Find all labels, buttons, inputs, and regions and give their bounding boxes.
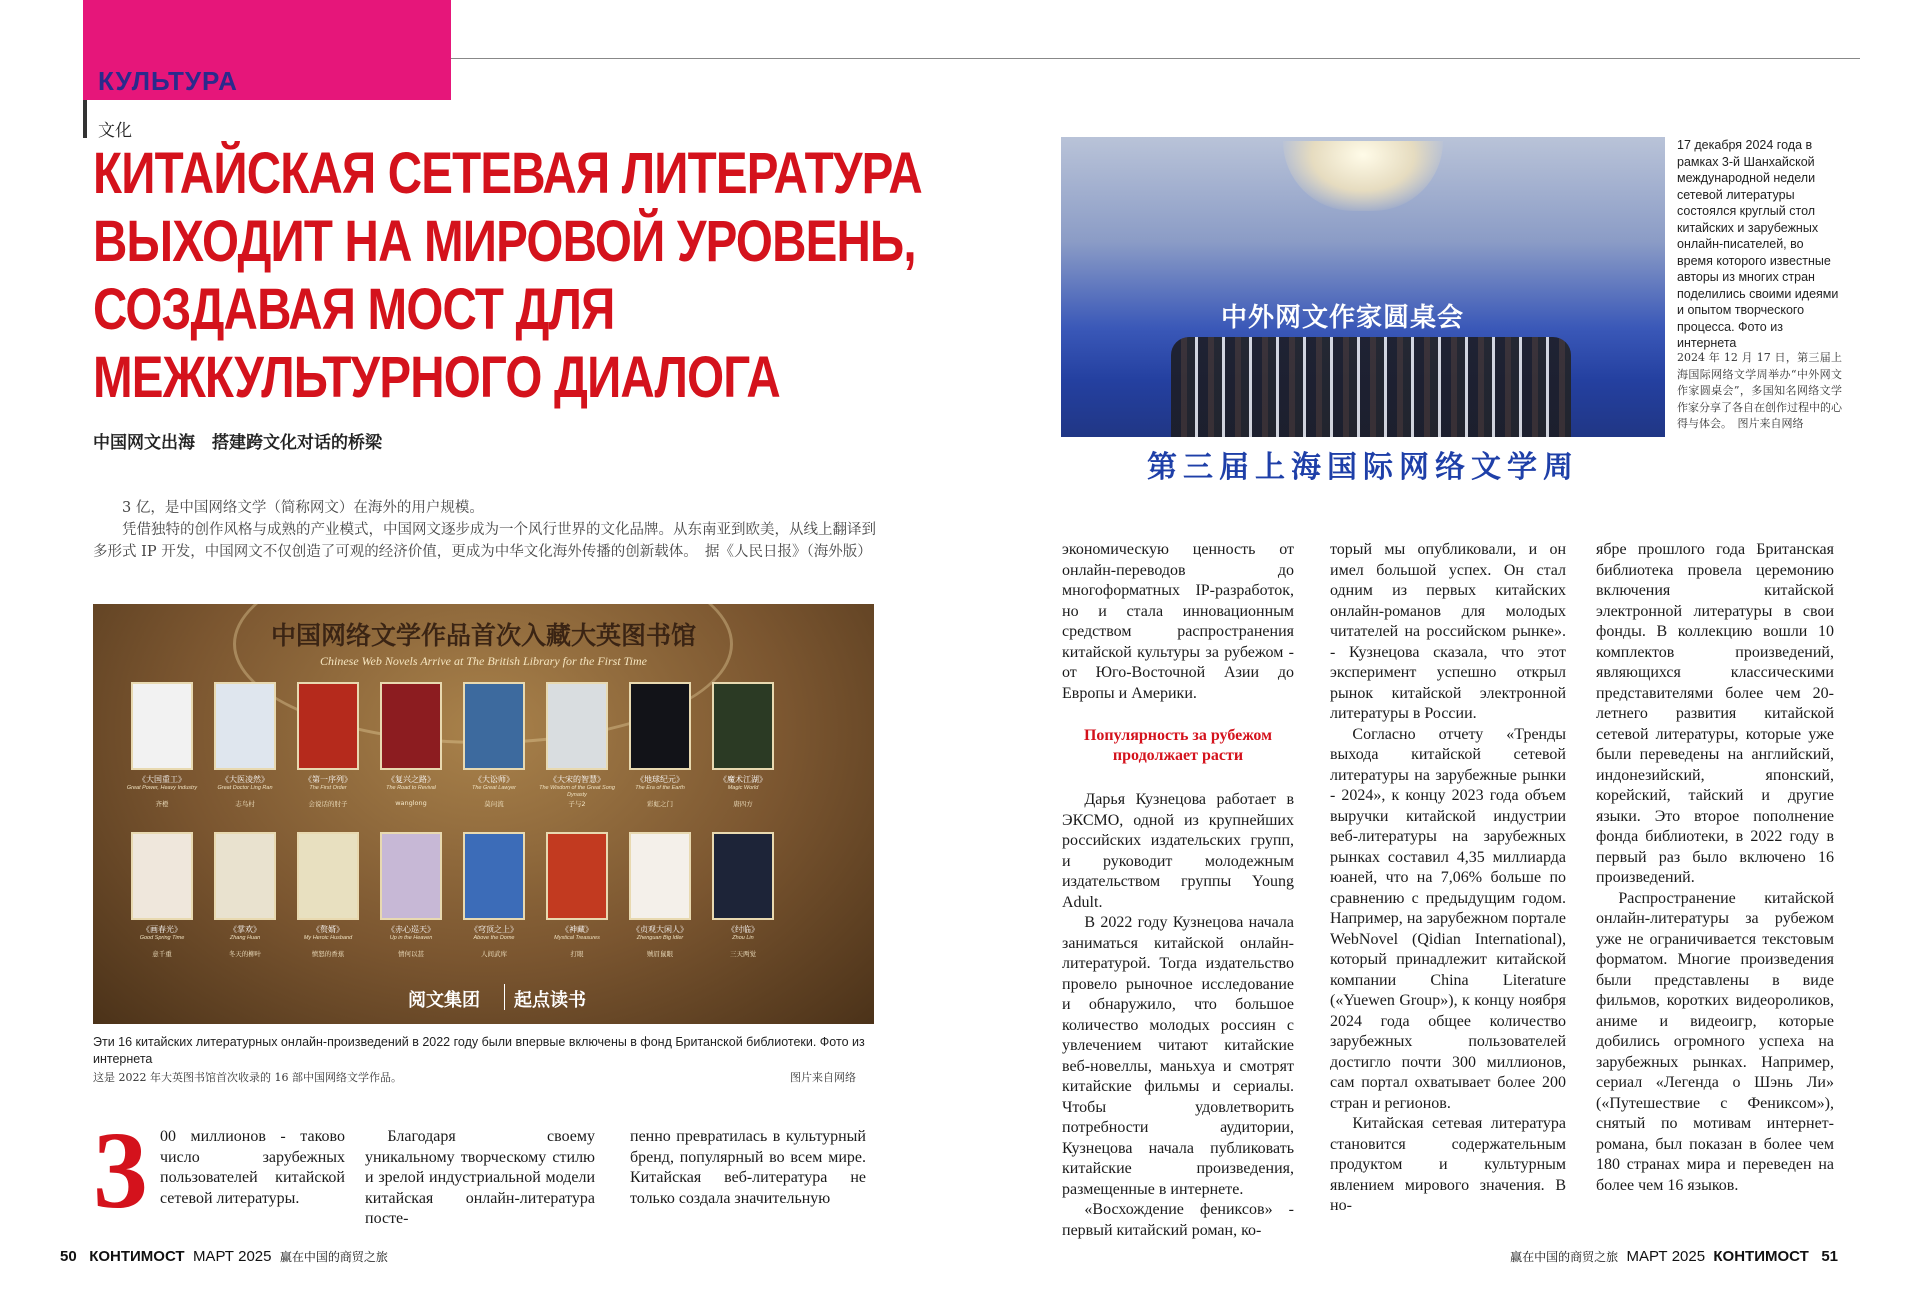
book-author: 志鸟村 xyxy=(235,800,255,808)
book-title-cn: 《神藏》 xyxy=(561,925,593,934)
book-title-en: The Road to Revival xyxy=(386,785,436,791)
book-cover xyxy=(131,682,193,770)
yuewen-logo: 阅文集团 xyxy=(408,990,480,1011)
book-author: 冬天的柳叶 xyxy=(228,950,262,958)
book-item xyxy=(546,832,608,958)
chandelier-shape xyxy=(1283,141,1443,211)
body-column-2 xyxy=(365,1127,595,1230)
book-cover xyxy=(629,832,691,920)
book-cover xyxy=(214,682,276,770)
book-cover xyxy=(546,832,608,920)
book-author: 齐橙 xyxy=(155,800,169,808)
book-author: 愤怒的香蕉 xyxy=(311,950,345,958)
page-number: 50 xyxy=(60,1248,77,1265)
group-of-writers-shape xyxy=(1171,337,1571,447)
book-title-cn: 《赘婿》 xyxy=(312,925,344,934)
book-title-cn: 《大医凌然》 xyxy=(221,775,269,784)
book-title-en: Zhenguan Big Idler xyxy=(636,935,684,941)
paragraph: торый мы опубликовали, и он имел большой успех. Он стал одним из первых китайских онлайн-романов для молодых читателей на российском рынке». - Кузнецова сказала, что этот эксперимент успешно открыл рынок китайской электронной литературы в России. xyxy=(1330,541,1566,722)
paragraph: 00 миллионов - таково число зарубежных пользователей китайской сетевой литературы. xyxy=(160,1128,345,1207)
book-item xyxy=(712,832,774,958)
book-title-cn: 《掌欢》 xyxy=(229,925,261,934)
poster-caption: Эти 16 китайских литературных онлайн-произведений в 2022 году были впервые включены в фонд Британской библиотеки. Фото из интернета xyxy=(93,1035,865,1066)
title-line: КИТАЙСКАЯ СЕТЕВАЯ ЛИТЕРАТУРА xyxy=(93,141,922,206)
book-item xyxy=(126,682,198,808)
book-cover xyxy=(463,832,525,920)
paragraph: «Восхождение фениксов» - первый китайский роман, ко- xyxy=(1062,1201,1294,1239)
paragraph: пенно превратилась в культурный бренд, популярный во всем мире. Китайская веб-литература не только создала значительную xyxy=(630,1128,866,1207)
title-line: МЕЖКУЛЬТУРНОГО ДИАЛОГА xyxy=(93,345,780,410)
book-item xyxy=(214,682,276,808)
photo-caption-cn: 2024 年 12 月 17 日，第三届上海国际网络文学周举办“中外网文作家圆桌会”，多国知名网络文学作家分享了各自在创作过程中的心得与体会。 图片来自网络 xyxy=(1677,351,1842,430)
paragraph: Распространение китайской онлайн-литературы за рубежом уже не ограничивается текстовым форматом. Многие произведения были представлены в виде фильмов, коротких видеороликов, аниме и видеоигр, которые добились огромного успеха на зарубежных рынках. Например, сериал «Легенда о Шэнь Ли» («Путешествие с Фениксом»), снятый по мотивам интернет-романа, был показан в более чем 180 странах мира и переведен на более чем 16 языков. xyxy=(1596,889,1834,1194)
photo-caption: 17 декабря 2024 года в рамках 3-й Шанхайской международной недели сетевой литературы состоялся круглый стол китайских и зарубежных онлайн-писателей, во время которого известные авторы из многих стран поделились своими идеями и опытом творческого процесса. Фото из интернета xyxy=(1677,138,1839,350)
page-number: 51 xyxy=(1821,1248,1838,1265)
book-title-cn: 《纣临》 xyxy=(727,925,759,934)
book-cover xyxy=(297,832,359,920)
book-cover xyxy=(380,682,442,770)
book-item xyxy=(297,832,359,958)
book-title-cn: 《贞观大闲人》 xyxy=(632,925,688,934)
screen-text: 中外网文作家圆桌会 xyxy=(1221,303,1465,333)
book-author: wanglong xyxy=(395,799,427,807)
book-title-cn: 《大讼师》 xyxy=(474,775,514,784)
book-title-en: Zhou Lin xyxy=(732,935,754,941)
body-column-5 xyxy=(1330,540,1566,1217)
title-line: ВЫХОДИТ НА МИРОВОЙ УРОВЕНЬ, xyxy=(93,209,916,274)
book-title-cn: 《地球纪元》 xyxy=(636,775,684,784)
poster-credit-cn: 图片来自网络 xyxy=(790,1071,856,1084)
body-column-3 xyxy=(630,1127,866,1209)
magazine-brand: КОНТИМОСТ xyxy=(89,1248,185,1265)
book-author: 彩虹之门 xyxy=(647,800,673,808)
book-author: 情何以甚 xyxy=(398,950,424,958)
paragraph: Китайская сетевая литература становится содержательным продуктом и культурным явлением мирового значения. В но- xyxy=(1330,1115,1566,1214)
book-title-en: The Era of the Earth xyxy=(635,785,685,791)
book-item xyxy=(463,682,525,808)
book-title-cn: 《大宋的智慧》 xyxy=(549,775,605,784)
book-title-en: The First Order xyxy=(309,785,347,791)
stage-banner-text: 第三届上海国际网络文学周 xyxy=(1147,450,1579,485)
book-title-en: Up in the Heaven xyxy=(389,935,433,941)
book-author: 意千重 xyxy=(152,950,172,958)
book-item xyxy=(463,832,525,958)
slogan-cn: 赢在中国的商贸之旅 xyxy=(279,1250,388,1264)
book-title-cn: 《穹顶之上》 xyxy=(470,925,518,934)
issue-date: МАРТ 2025 xyxy=(1626,1248,1706,1265)
roundtable-photo xyxy=(1061,137,1665,485)
book-title-en: The Wisdom of the Great Song Dynasty xyxy=(539,785,615,798)
book-title-en: My Heroic Husband xyxy=(303,935,353,941)
book-item xyxy=(380,682,442,807)
slogan-cn: 赢在中国的商贸之旅 xyxy=(1510,1250,1619,1264)
book-cover xyxy=(214,832,276,920)
intro-paragraph: 凭借独特的创作风格与成熟的产业模式，中国网文逐步成为一个风行世界的文化品牌。从东南亚到欧美，从线上翻译到多形式 IP 开发，中国网文不仅创造了可观的经济价值，更成为中华文化海外传播的创新载体。 据《人民日报》（海外版） xyxy=(93,522,876,560)
header-rule xyxy=(451,58,1860,59)
book-author: 贼眉鼠眼 xyxy=(647,950,673,958)
book-title-en: Great Power, Heavy Industry xyxy=(126,785,198,791)
book-title-en: Good Spring Time xyxy=(139,935,185,941)
article-title xyxy=(93,140,922,412)
book-cover xyxy=(463,682,525,770)
book-title-en: Great Doctor Ling Ran xyxy=(217,785,273,791)
poster-logos xyxy=(408,982,668,1012)
book-author: 人间武库 xyxy=(481,950,507,958)
book-cover xyxy=(629,682,691,770)
paragraph: В 2022 году Кузнецова начала заниматься китайской онлайн-литературой. Тогда издательство провело рыночное исследование и обнаружило, что большое количество молодых россиян с увлечением читают китайские веб-новеллы, маньхуа и смотрят китайские фильмы и сериалы. Чтобы удовлетворить потребности аудитории, Кузнецова начала публиковать китайские произведения, размещенные в интернете. xyxy=(1062,914,1294,1198)
book-author: 子与2 xyxy=(568,800,586,808)
book-item xyxy=(629,832,691,958)
header-side-rule xyxy=(83,100,87,138)
book-poster-image xyxy=(93,604,874,1024)
title-line: СОЗДАВАЯ МОСТ ДЛЯ xyxy=(93,277,615,342)
poster-subtitle: Chinese Web Novels Arrive at The British Library for the First Time xyxy=(320,654,647,668)
book-item xyxy=(629,682,691,808)
book-cover xyxy=(712,682,774,770)
book-title-cn: 《魔术江湖》 xyxy=(719,775,767,784)
intro-paragraph: 3 亿，是中国网络文学（简称网文）在海外的用户规模。 xyxy=(122,500,484,516)
book-title-en: The Great Lawyer xyxy=(471,785,517,791)
book-item xyxy=(297,682,359,808)
section-label: КУЛЬТУРА xyxy=(98,66,238,96)
poster-title: 中国网络文学作品首次入藏大英图书馆 xyxy=(270,621,696,650)
book-author: 莫问流 xyxy=(484,800,504,808)
book-title-en: Mystical Treasures xyxy=(554,935,600,941)
book-cover xyxy=(380,832,442,920)
magazine-brand: КОНТИМОСТ xyxy=(1713,1248,1809,1265)
paragraph: экономическую ценность от онлайн-переводов до многоформатных IP-разработок, но и стала инновационным средством распространения китайской культуры за рубежом - от Юго-Восточной Азии до Европы и Америки. xyxy=(1062,541,1294,702)
book-title-en: Magic World xyxy=(727,785,759,791)
book-author: 打眼 xyxy=(570,950,584,958)
section-label-cn: 文化 xyxy=(98,121,132,141)
book-item xyxy=(539,682,615,808)
body-column-6 xyxy=(1596,540,1834,1196)
book-title-cn: 《第一序列》 xyxy=(304,775,352,784)
logo-divider xyxy=(504,984,505,1010)
paragraph: ябре прошлого года Британская библиотека провела церемонию включения китайской электронной литературы в свои фонды. В коллекцию вошли 10 комплектов произведений, являющихся классическими представителями более чем 20-летнего развития китайской сетевой литературы, которые уже были переведены на английский, индонезийский, японский, корейский, тайский и другие языки. Это второе пополнение фонда библиотеки, в 2022 году в первый раз было включено 16 произведений. xyxy=(1596,541,1834,886)
book-author: 三天两觉 xyxy=(730,950,756,958)
book-title-cn: 《大国重工》 xyxy=(138,775,186,784)
book-cover xyxy=(297,682,359,770)
book-item xyxy=(131,832,193,958)
book-item xyxy=(214,832,276,958)
paragraph: Дарья Кузнецова работает в ЭКСМО, одной из крупнейших российских издательских групп, и руководит молодежным издательством группы Young Adult. xyxy=(1062,791,1294,911)
article-subtitle-cn: 中国网文出海 搭建跨文化对话的桥梁 xyxy=(93,433,382,453)
book-item xyxy=(380,832,442,958)
poster-caption-cn: 这是 2022 年大英图书馆首次收录的 16 部中国网络文学作品。 xyxy=(93,1071,402,1084)
book-author: 会说话的肘子 xyxy=(308,800,348,808)
body-column-1 xyxy=(160,1127,345,1209)
book-item xyxy=(712,682,774,808)
book-title-en: Zhang Huan xyxy=(229,935,261,941)
qidian-logo: 起点读书 xyxy=(514,990,586,1011)
book-title-cn: 《赤心巡天》 xyxy=(387,925,435,934)
paragraph: Благодаря своему уникальному творческому стилю и зрелой индустриальной модели китайская онлайн-литература посте- xyxy=(365,1128,595,1227)
paragraph: Согласно отчету «Тренды выхода китайской сетевой литературы на зарубежные рынки - 2024», к концу 2023 года объем выручки китайской индустрии веб-литературы на зарубежных рынках составил 4,35 миллиарда юаней, что на 7,06% больше по сравнению с предыдущим годом. Например, на зарубежном портале WebNovel (Qidian International), который принадлежит китайской компании China Literature («Yuewen Group»), к концу ноября 2024 года общее количество зарубежных пользователей достигло почти 300 миллионов, сам портал охватывает более 200 стран и регионов. xyxy=(1330,725,1566,1112)
body-column-4 xyxy=(1062,540,1294,1241)
book-title-en: Above the Dome xyxy=(473,935,515,941)
footer-right xyxy=(1510,1248,1838,1265)
book-title-cn: 《复兴之路》 xyxy=(387,775,435,784)
intro-cn xyxy=(93,497,876,563)
footer-left xyxy=(60,1248,388,1265)
subheading: Популярность за рубежом продолжает расти xyxy=(1083,727,1273,764)
stage-banner xyxy=(1061,437,1665,485)
book-author: 唐四方 xyxy=(733,800,753,808)
book-title-cn: 《画春光》 xyxy=(142,925,182,934)
drop-cap: 3 xyxy=(93,1109,148,1231)
issue-date: МАРТ 2025 xyxy=(192,1248,272,1265)
book-cover xyxy=(712,832,774,920)
book-cover xyxy=(131,832,193,920)
book-cover xyxy=(546,682,608,770)
